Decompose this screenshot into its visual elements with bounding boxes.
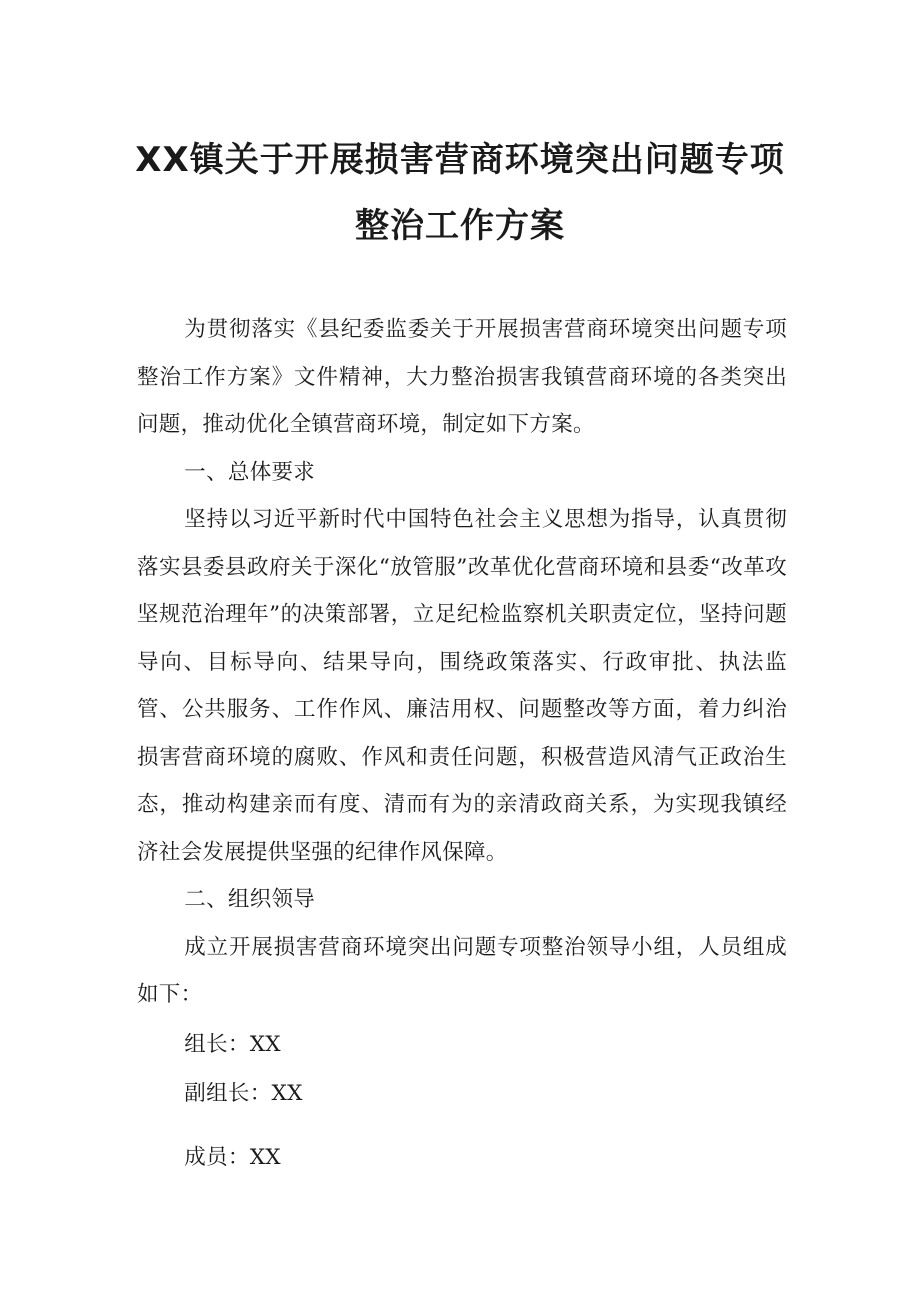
members-line: 成员：XX — [184, 1144, 281, 1170]
document-title-line-1: XX镇关于开展损害营商环境突出问题专项 — [135, 140, 785, 180]
section-1-paragraph: 坚持以习近平新时代中国特色社会主义思想为指导，认真贯彻落实县委县政府关于深化“放管服”改革优化营商环境和县委“改革攻坚规范治理年”的决策部署，立足纪检监察机关职责定位，坚持问题导向、目标导向、结果导向，围绕政策落实、行政审批、执法监管、公共服务、工作作风、廉洁用权、问题整改等方面，着力纠治损害营商环境的腐败、作风和责任问题，积极营造风清气正政治生态，推动构建亲而有度、清而有为的亲清政商关系，为实现我镇经济社会发展提供坚强的纪律作风保障。 — [137, 507, 787, 865]
group-leader-line: 组长：XX — [184, 1031, 281, 1057]
section-2-paragraph: 成立开展损害营商环境突出问题专项整治领导小组，人员组成如下： — [137, 934, 787, 1007]
section-2-heading: 二、组织领导 — [184, 887, 316, 912]
intro-paragraph: 为贯彻落实《县纪委监委关于开展损害营商环境突出问题专项整治工作方案》文件精神，大力整治损害我镇营商环境的各类突出问题，推动优化全镇营商环境，制定如下方案。 — [137, 317, 787, 437]
deputy-leader-line: 副组长：XX — [184, 1081, 303, 1106]
section-1-heading: 一、总体要求 — [184, 459, 316, 485]
document-title-line-2: 整治工作方案 — [355, 206, 565, 246]
document-body — [137, 306, 787, 1181]
